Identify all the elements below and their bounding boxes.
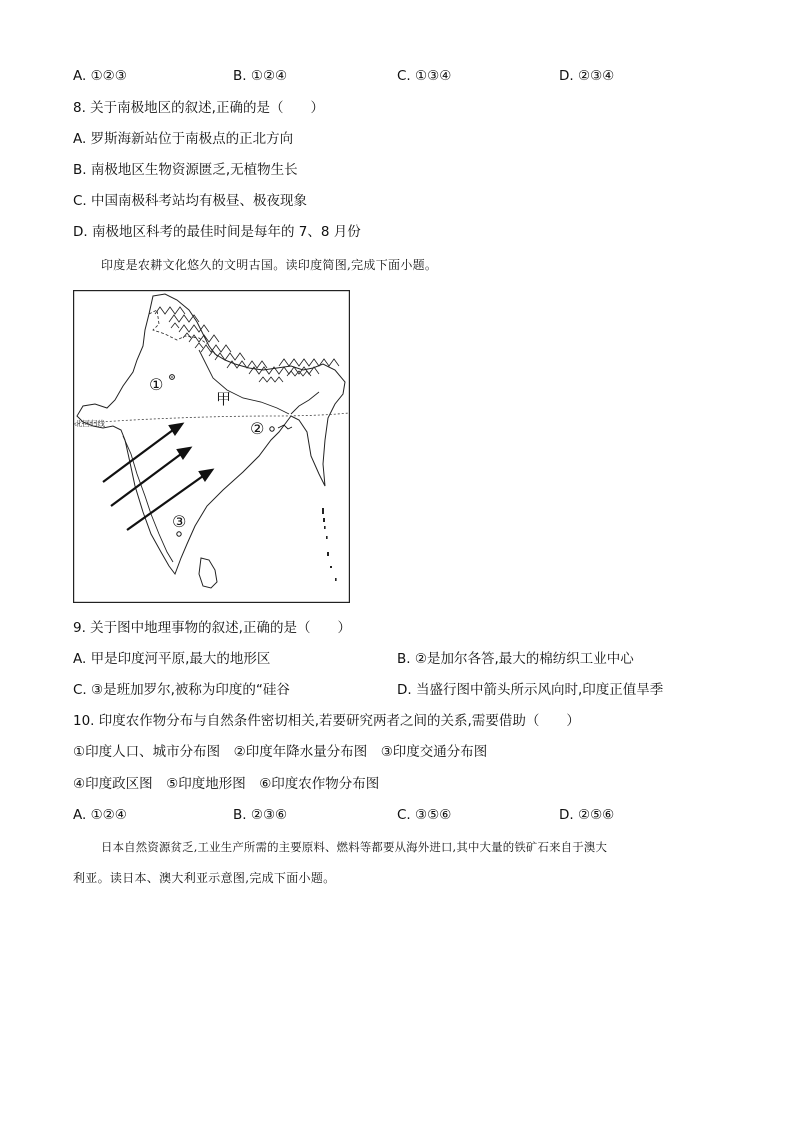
q7-option-a[interactable]: A. ①②③ <box>73 68 127 84</box>
q8-option-c[interactable]: C. 中国南极科考站均有极昼、极夜现象 <box>73 193 308 209</box>
q10-items-line1: ①印度人口、城市分布图 ②印度年降水量分布图 ③印度交通分布图 <box>73 744 488 760</box>
japan-intro-line1: 日本自然资源贫乏,工业生产所需的主要原料、燃料等都要从海外进口,其中大量的铁矿石来自于澳大 <box>101 840 608 854</box>
q8-stem: 8. 关于南极地区的叙述,正确的是（ ） <box>73 100 324 116</box>
q9-option-d[interactable]: D. 当盛行图中箭头所示风向时,印度正值旱季 <box>397 682 664 698</box>
q10-stem: 10. 印度农作物分布与自然条件密切相关,若要研究两者之间的关系,需要借助（ ） <box>73 713 580 729</box>
q10-option-c[interactable]: C. ③⑤⑥ <box>397 807 452 823</box>
q7-option-b[interactable]: B. ①②④ <box>233 68 288 84</box>
q8-option-b[interactable]: B. 南极地区生物资源匮乏,无植物生长 <box>73 162 298 178</box>
japan-intro-line2: 利亚。读日本、澳大利亚示意图,完成下面小题。 <box>73 871 336 885</box>
q8-option-a[interactable]: A. 罗斯海新站位于南极点的正北方向 <box>73 131 294 147</box>
map-label-jia: 甲 <box>216 390 232 408</box>
q10-items-line2: ④印度政区图 ⑤印度地形图 ⑥印度农作物分布图 <box>73 776 380 792</box>
map-label-3: ③ <box>172 512 187 531</box>
map-label-2: ② <box>250 419 265 438</box>
india-map <box>73 290 350 603</box>
map-label-1: ① <box>149 375 164 394</box>
map-frame <box>74 291 350 603</box>
q10-option-d[interactable]: D. ②⑤⑥ <box>559 807 615 823</box>
q9-option-b[interactable]: B. ②是加尔各答,最大的棉纺织工业中心 <box>397 651 634 667</box>
q7-option-d[interactable]: D. ②③④ <box>559 68 615 84</box>
q10-option-a[interactable]: A. ①②④ <box>73 807 127 823</box>
q9-stem: 9. 关于图中地理事物的叙述,正确的是（ ） <box>73 620 351 636</box>
q9-option-c[interactable]: C. ③是班加罗尔,被称为印度的“硅谷 <box>73 682 290 698</box>
q10-option-b[interactable]: B. ②③⑥ <box>233 807 288 823</box>
tropic-label: 北回归线 <box>75 419 105 428</box>
india-intro: 印度是农耕文化悠久的文明古国。读印度简图,完成下面小题。 <box>101 258 438 272</box>
q9-option-a[interactable]: A. 甲是印度河平原,最大的地形区 <box>73 651 271 667</box>
q7-option-c[interactable]: C. ①③④ <box>397 68 452 84</box>
q8-option-d[interactable]: D. 南极地区科考的最佳时间是每年的 7、8 月份 <box>73 224 361 240</box>
